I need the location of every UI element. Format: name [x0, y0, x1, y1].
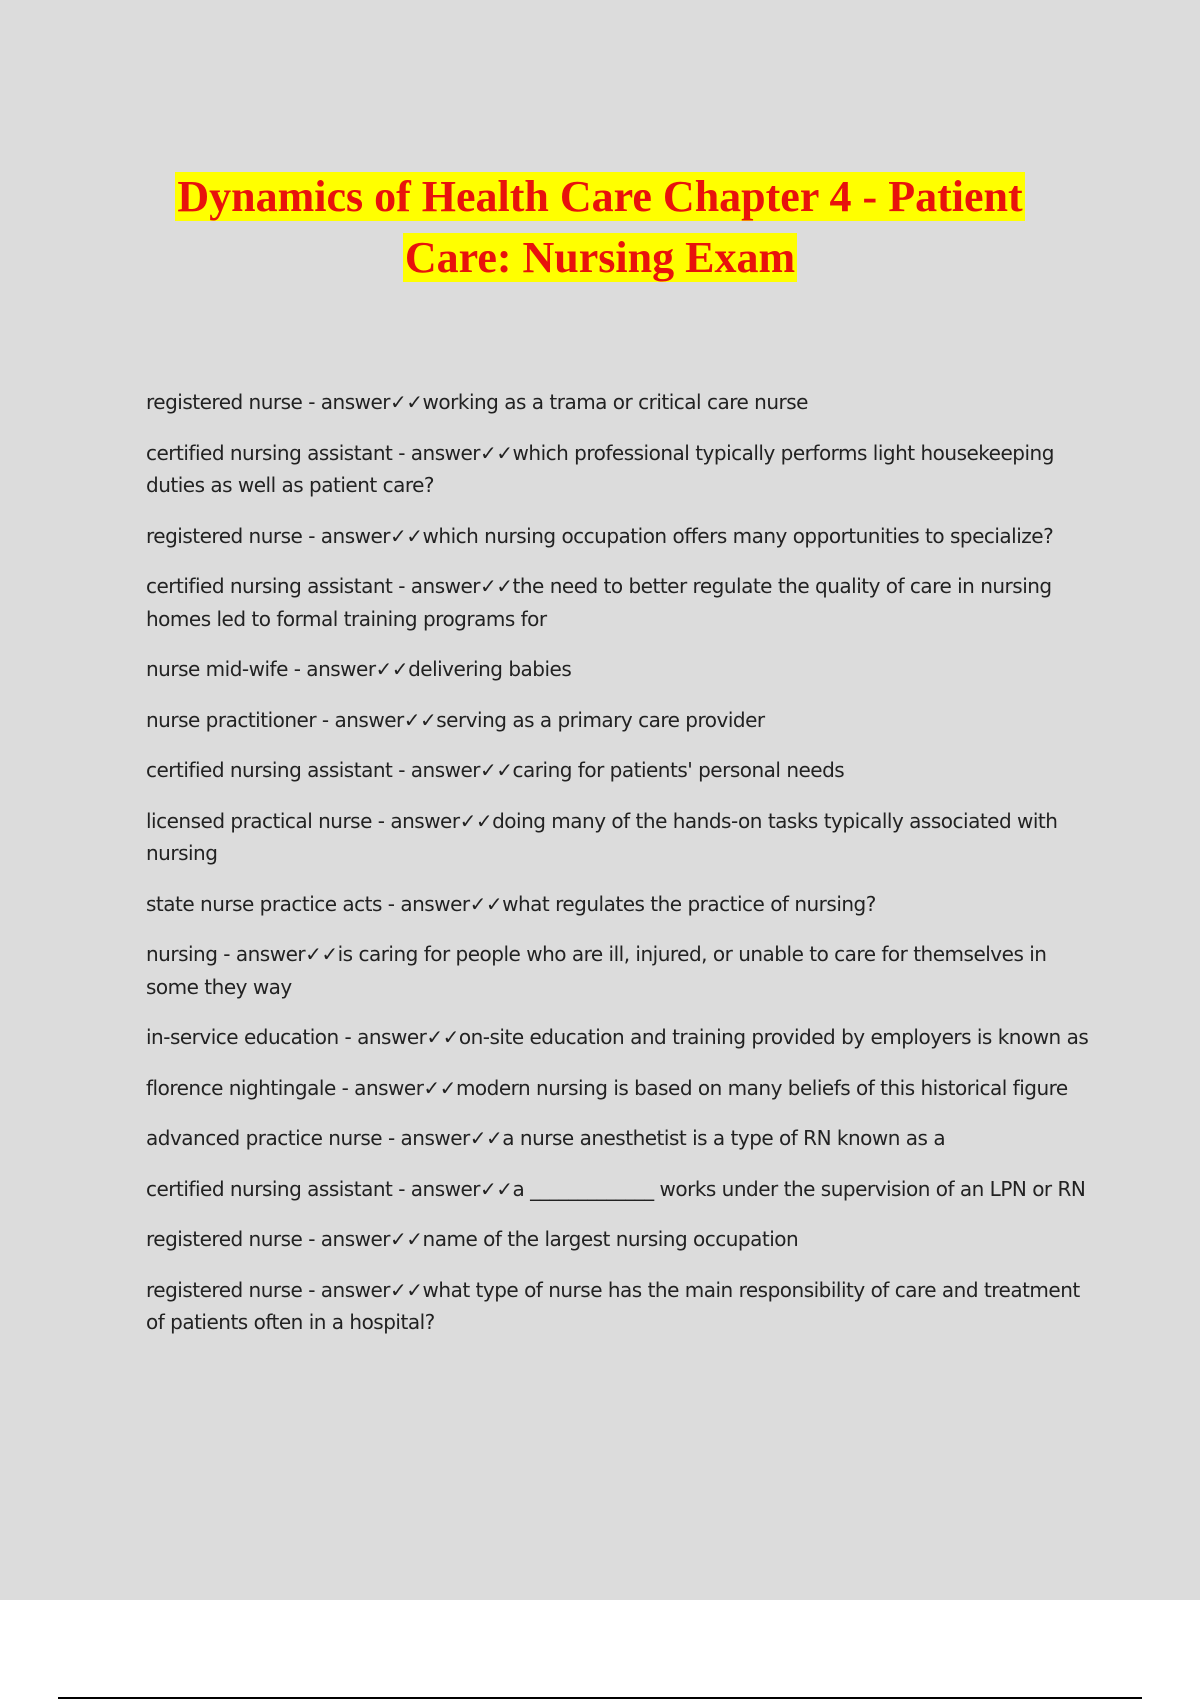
entry-definition: a _____________ works under the supervision of an LPN or RN — [512, 1176, 1086, 1201]
entry-definition: a nurse anesthetist is a type of RN known as a — [502, 1126, 946, 1150]
qa-entry — [146, 386, 1096, 419]
footer-divider — [58, 1697, 1142, 1699]
answer-check-separator: - answer✓✓ — [287, 657, 409, 681]
answer-check-separator: - answer✓✓ — [302, 523, 423, 548]
entry-term: nursing — [146, 942, 218, 966]
document-title — [100, 166, 1100, 288]
answer-check-separator: - answer✓✓ — [392, 1176, 513, 1201]
entry-definition: on-site education and training provided by employers is known as — [458, 1025, 1089, 1049]
answer-check-separator: - answer✓✓ — [302, 1227, 423, 1251]
qa-entry — [146, 805, 1096, 870]
answer-check-separator: - answer✓✓ — [302, 390, 423, 414]
entry-definition: what regulates the practice of nursing? — [502, 891, 876, 916]
answer-check-separator: - answer✓✓ — [392, 440, 513, 465]
entry-term: nurse mid-wife — [146, 657, 288, 681]
qa-entry — [146, 1021, 1096, 1054]
answer-check-separator: - answer✓✓ — [371, 808, 493, 833]
qa-entry — [146, 704, 1096, 737]
entry-term: certified nursing assistant — [146, 440, 393, 465]
qa-entry — [146, 653, 1096, 686]
qa-entry — [146, 1274, 1096, 1339]
entry-term: registered nurse — [146, 523, 303, 548]
entry-term: certified nursing assistant — [146, 758, 393, 782]
title-line-1: Dynamics of Health Care Chapter 4 - Patient — [177, 172, 1023, 221]
qa-entry — [146, 1223, 1096, 1256]
qa-entry — [146, 570, 1096, 635]
answer-check-separator: - answer✓✓ — [302, 1277, 423, 1302]
qa-entry — [146, 938, 1096, 1003]
entry-definition: name of the largest nursing occupation — [422, 1227, 799, 1251]
entry-term: certified nursing assistant — [146, 1176, 393, 1201]
entry-definition: is caring for people who are ill, injured, or unable to care for themselves in some they way — [146, 942, 1047, 999]
entry-term: licensed practical nurse — [146, 808, 372, 833]
qa-entry — [146, 1072, 1096, 1105]
title-line-2: Care: Nursing Exam — [404, 233, 796, 282]
entry-definition: the need to better regulate the quality of care in nursing homes led to formal training programs for — [146, 574, 1052, 631]
entry-term: registered nurse — [146, 390, 303, 414]
answer-check-separator: - answer✓✓ — [392, 574, 513, 598]
entry-definition: serving as a primary care provider — [436, 707, 765, 732]
answer-check-separator: - answer✓✓ — [217, 942, 338, 966]
entry-definition: what type of nurse has the main responsibility of care and treatment of patients often in a hospital? — [146, 1277, 1080, 1334]
entry-definition: which professional typically performs light housekeeping duties as well as patient care? — [146, 440, 1054, 497]
entry-definition: caring for patients' personal needs — [512, 758, 845, 782]
qa-entry — [146, 754, 1096, 787]
answer-check-separator: - answer✓✓ — [316, 707, 437, 732]
entry-definition: which nursing occupation offers many opportunities to specialize? — [422, 523, 1054, 548]
entry-term: florence nightingale — [146, 1075, 336, 1100]
qa-entry — [146, 520, 1096, 553]
answer-check-separator: - answer✓✓ — [338, 1025, 459, 1049]
answer-check-separator: - answer✓✓ — [381, 891, 503, 916]
entry-term: in-service education — [146, 1025, 339, 1049]
entry-term: registered nurse — [146, 1277, 303, 1302]
entry-term: state nurse practice acts — [146, 891, 382, 916]
qa-entry-list — [146, 386, 1096, 1357]
entry-term: advanced practice nurse — [146, 1126, 383, 1150]
entry-definition: doing many of the hands-on tasks typically associated with nursing — [146, 808, 1058, 865]
entry-term: registered nurse — [146, 1227, 303, 1251]
entry-definition: delivering babies — [408, 657, 572, 681]
qa-entry — [146, 888, 1096, 921]
entry-term: certified nursing assistant — [146, 574, 393, 598]
answer-check-separator: - answer✓✓ — [392, 758, 513, 782]
answer-check-separator: - answer✓✓ — [335, 1075, 456, 1100]
qa-entry — [146, 437, 1096, 502]
entry-term: nurse practitioner — [146, 707, 317, 732]
entry-definition: modern nursing is based on many beliefs of this historical figure — [455, 1075, 1068, 1100]
entry-definition: working as a trama or critical care nurse — [422, 390, 808, 414]
qa-entry — [146, 1173, 1096, 1206]
qa-entry — [146, 1122, 1096, 1155]
answer-check-separator: - answer✓✓ — [382, 1126, 503, 1150]
